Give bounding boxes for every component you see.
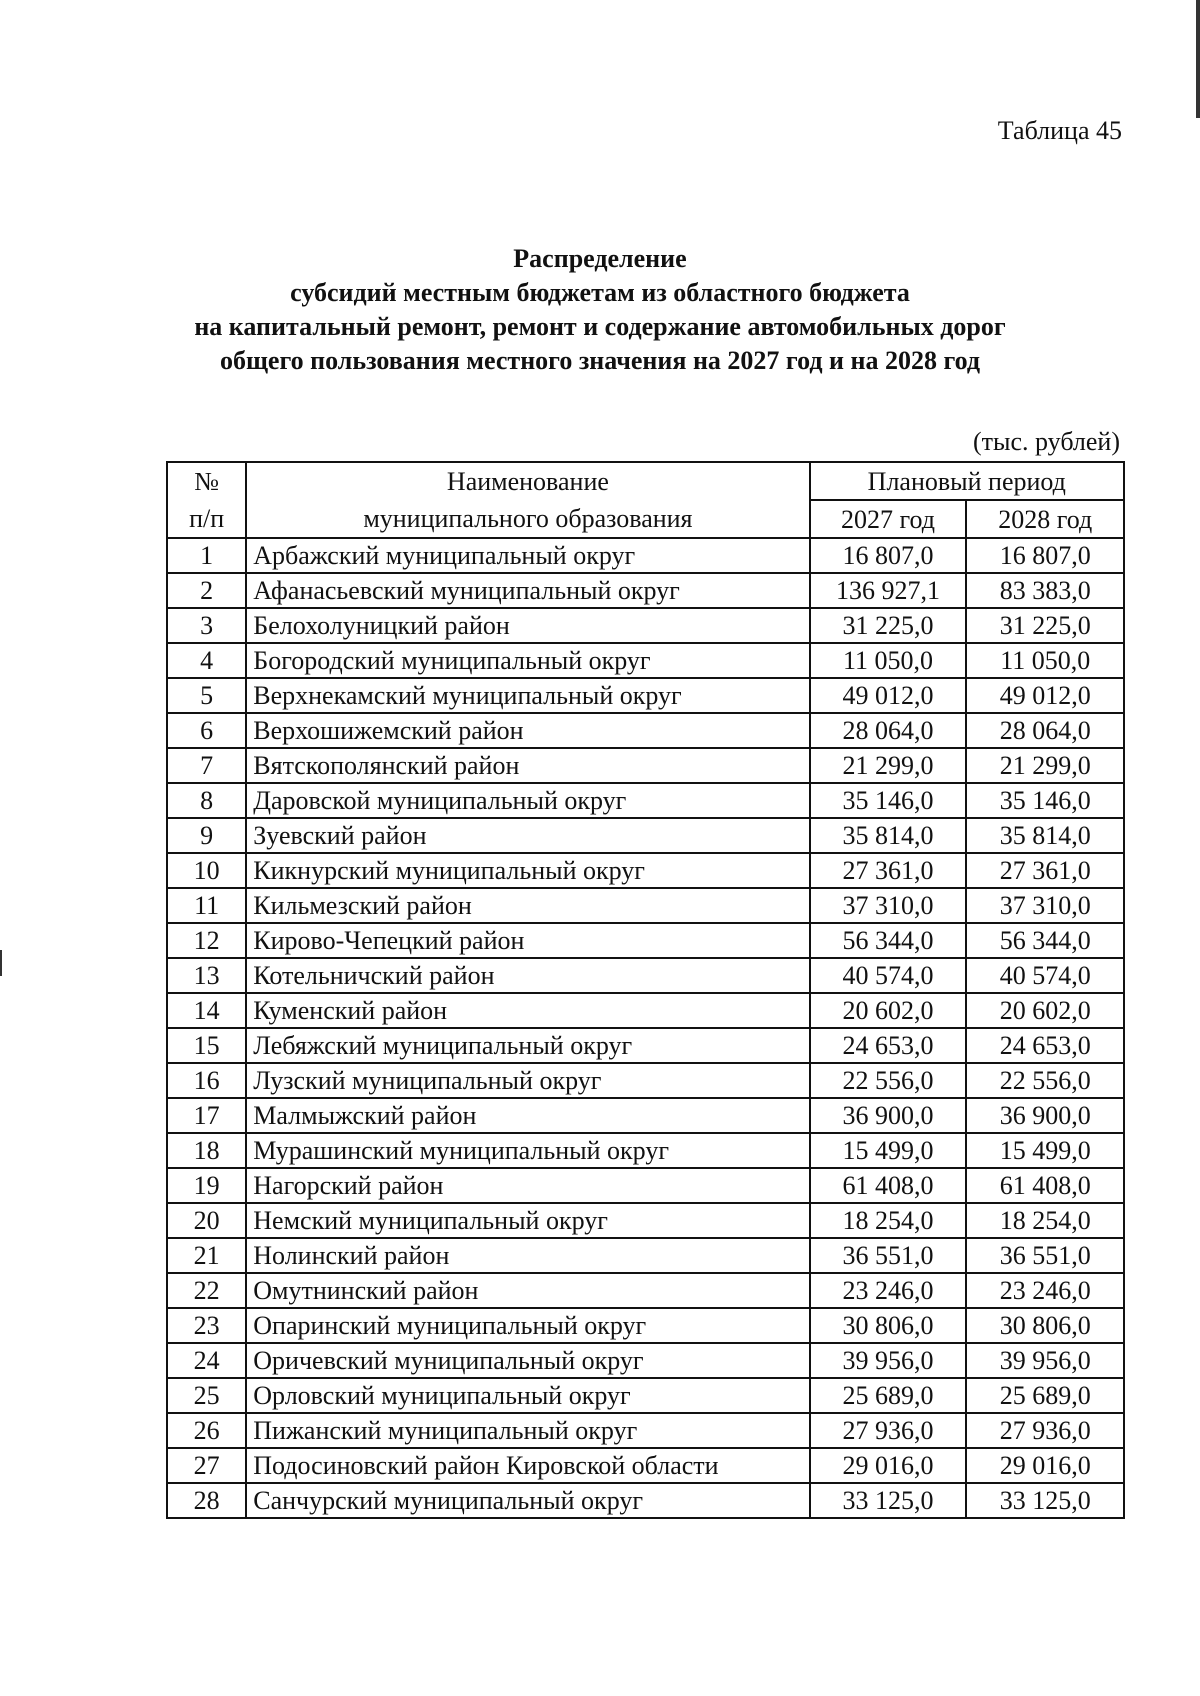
value-2028: 36 900,0 [966, 1098, 1124, 1133]
value-2028: 20 602,0 [966, 993, 1124, 1028]
value-2028: 49 012,0 [966, 678, 1124, 713]
table-row [167, 958, 1124, 993]
municipality-name: Нолинский район [246, 1238, 809, 1273]
header-number-line1: № [194, 467, 220, 496]
municipality-name: Малмыжский район [246, 1098, 809, 1133]
value-2028: 61 408,0 [966, 1168, 1124, 1203]
title-line: Распределение [513, 244, 687, 273]
row-number: 22 [167, 1273, 246, 1308]
row-number: 18 [167, 1133, 246, 1168]
table-row [167, 1098, 1124, 1133]
value-2027: 27 936,0 [810, 1413, 967, 1448]
row-number: 19 [167, 1168, 246, 1203]
value-2027: 40 574,0 [810, 958, 967, 993]
value-2028: 27 936,0 [966, 1413, 1124, 1448]
value-2028: 39 956,0 [966, 1343, 1124, 1378]
document-title [0, 242, 1200, 378]
table-number: Таблица 45 [997, 116, 1122, 145]
scan-left-mark [0, 950, 2, 976]
row-number: 17 [167, 1098, 246, 1133]
row-number: 3 [167, 608, 246, 643]
table-row [167, 1238, 1124, 1273]
value-2027: 35 146,0 [810, 783, 967, 818]
municipality-name: Лузский муниципальный округ [246, 1063, 809, 1098]
row-number: 14 [167, 993, 246, 1028]
value-2028: 36 551,0 [966, 1238, 1124, 1273]
value-2027: 49 012,0 [810, 678, 967, 713]
table-row [167, 713, 1124, 748]
row-number: 8 [167, 783, 246, 818]
value-2028: 56 344,0 [966, 923, 1124, 958]
table-row [167, 538, 1124, 573]
municipality-name: Лебяжский муниципальный округ [246, 1028, 809, 1063]
table-body [167, 538, 1124, 1518]
value-2028: 27 361,0 [966, 853, 1124, 888]
municipality-name: Санчурский муниципальный округ [246, 1483, 809, 1518]
table-row [167, 1343, 1124, 1378]
table-row [167, 1133, 1124, 1168]
value-2028: 16 807,0 [966, 538, 1124, 573]
value-2028: 31 225,0 [966, 608, 1124, 643]
table-row [167, 1028, 1124, 1063]
table-row [167, 1063, 1124, 1098]
row-number: 16 [167, 1063, 246, 1098]
row-number: 9 [167, 818, 246, 853]
header-municipality [246, 462, 809, 538]
municipality-name: Кикнурский муниципальный округ [246, 853, 809, 888]
table-row [167, 923, 1124, 958]
municipality-name: Богородский муниципальный округ [246, 643, 809, 678]
value-2028: 37 310,0 [966, 888, 1124, 923]
municipality-name: Нагорский район [246, 1168, 809, 1203]
municipality-name: Даровской муниципальный округ [246, 783, 809, 818]
row-number: 4 [167, 643, 246, 678]
row-number: 15 [167, 1028, 246, 1063]
table-row [167, 1308, 1124, 1343]
title-line: на капитальный ремонт, ремонт и содержание автомобильных дорог [194, 312, 1006, 341]
table-row [167, 818, 1124, 853]
value-2027: 31 225,0 [810, 608, 967, 643]
value-2027: 22 556,0 [810, 1063, 967, 1098]
row-number: 26 [167, 1413, 246, 1448]
municipality-name: Котельничский район [246, 958, 809, 993]
value-2027: 16 807,0 [810, 538, 967, 573]
value-2027: 35 814,0 [810, 818, 967, 853]
value-2028: 29 016,0 [966, 1448, 1124, 1483]
table-row [167, 1273, 1124, 1308]
header-municipality-line1: Наименование [446, 467, 609, 496]
table-header-row [167, 462, 1124, 500]
table-row [167, 888, 1124, 923]
row-number: 13 [167, 958, 246, 993]
municipality-name: Куменский район [246, 993, 809, 1028]
table-row [167, 1483, 1124, 1518]
municipality-name: Кирово-Чепецкий район [246, 923, 809, 958]
value-2028: 18 254,0 [966, 1203, 1124, 1238]
municipality-name: Кильмезский район [246, 888, 809, 923]
municipality-name: Оричевский муниципальный округ [246, 1343, 809, 1378]
header-year-2028: 2028 год [966, 500, 1124, 538]
value-2028: 30 806,0 [966, 1308, 1124, 1343]
row-number: 28 [167, 1483, 246, 1518]
table-row [167, 643, 1124, 678]
value-2027: 25 689,0 [810, 1378, 967, 1413]
municipality-name: Мурашинский муниципальный округ [246, 1133, 809, 1168]
row-number: 1 [167, 538, 246, 573]
municipality-name: Верхнекамский муниципальный округ [246, 678, 809, 713]
header-municipality-line2: муниципального образования [363, 504, 693, 533]
value-2027: 56 344,0 [810, 923, 967, 958]
title-line: общего пользования местного значения на 2027 год и на 2028 год [219, 346, 981, 375]
value-2027: 28 064,0 [810, 713, 967, 748]
table-row [167, 1413, 1124, 1448]
value-2027: 29 016,0 [810, 1448, 967, 1483]
header-planned-period: Плановый период [810, 462, 1124, 500]
municipality-name: Пижанский муниципальный округ [246, 1413, 809, 1448]
value-2028: 33 125,0 [966, 1483, 1124, 1518]
value-2028: 23 246,0 [966, 1273, 1124, 1308]
header-number-line2: п/п [189, 504, 225, 533]
municipality-name: Афанасьевский муниципальный округ [246, 573, 809, 608]
value-2027: 30 806,0 [810, 1308, 967, 1343]
table-row [167, 1203, 1124, 1238]
row-number: 21 [167, 1238, 246, 1273]
title-line: субсидий местным бюджетам из областного бюджета [290, 278, 910, 307]
value-2027: 136 927,1 [810, 573, 967, 608]
value-2028: 22 556,0 [966, 1063, 1124, 1098]
table-row [167, 1448, 1124, 1483]
value-2028: 35 814,0 [966, 818, 1124, 853]
value-2028: 15 499,0 [966, 1133, 1124, 1168]
value-2027: 61 408,0 [810, 1168, 967, 1203]
scan-edge-mark [1196, 0, 1200, 118]
subsidy-distribution-table [166, 461, 1125, 1519]
table-row [167, 608, 1124, 643]
table-row [167, 993, 1124, 1028]
value-2027: 24 653,0 [810, 1028, 967, 1063]
value-2027: 20 602,0 [810, 993, 967, 1028]
row-number: 20 [167, 1203, 246, 1238]
value-2028: 21 299,0 [966, 748, 1124, 783]
municipality-name: Опаринский муниципальный округ [246, 1308, 809, 1343]
table-row [167, 853, 1124, 888]
value-2027: 11 050,0 [810, 643, 967, 678]
row-number: 24 [167, 1343, 246, 1378]
table-row [167, 783, 1124, 818]
row-number: 12 [167, 923, 246, 958]
row-number: 7 [167, 748, 246, 783]
row-number: 27 [167, 1448, 246, 1483]
row-number: 6 [167, 713, 246, 748]
header-year-2027: 2027 год [810, 500, 967, 538]
municipality-name: Омутнинский район [246, 1273, 809, 1308]
municipality-name: Белохолуницкий район [246, 608, 809, 643]
table-row [167, 1168, 1124, 1203]
municipality-name: Верхошижемский район [246, 713, 809, 748]
row-number: 11 [167, 888, 246, 923]
value-2028: 24 653,0 [966, 1028, 1124, 1063]
value-2028: 40 574,0 [966, 958, 1124, 993]
value-2027: 36 900,0 [810, 1098, 967, 1133]
value-2027: 18 254,0 [810, 1203, 967, 1238]
value-2027: 33 125,0 [810, 1483, 967, 1518]
value-2028: 83 383,0 [966, 573, 1124, 608]
municipality-name: Арбажский муниципальный округ [246, 538, 809, 573]
header-number [167, 462, 246, 538]
row-number: 5 [167, 678, 246, 713]
value-2027: 15 499,0 [810, 1133, 967, 1168]
table-row [167, 748, 1124, 783]
value-2027: 23 246,0 [810, 1273, 967, 1308]
municipality-name: Немский муниципальный округ [246, 1203, 809, 1238]
value-2028: 25 689,0 [966, 1378, 1124, 1413]
row-number: 10 [167, 853, 246, 888]
value-2027: 37 310,0 [810, 888, 967, 923]
unit-note: (тыс. рублей) [972, 427, 1120, 456]
value-2027: 27 361,0 [810, 853, 967, 888]
table-row [167, 573, 1124, 608]
value-2027: 21 299,0 [810, 748, 967, 783]
row-number: 25 [167, 1378, 246, 1413]
value-2028: 28 064,0 [966, 713, 1124, 748]
municipality-name: Зуевский район [246, 818, 809, 853]
value-2028: 35 146,0 [966, 783, 1124, 818]
value-2027: 39 956,0 [810, 1343, 967, 1378]
table-row [167, 678, 1124, 713]
table-row [167, 1378, 1124, 1413]
municipality-name: Вятскополянский район [246, 748, 809, 783]
row-number: 23 [167, 1308, 246, 1343]
municipality-name: Подосиновский район Кировской области [246, 1448, 809, 1483]
value-2027: 36 551,0 [810, 1238, 967, 1273]
value-2028: 11 050,0 [966, 643, 1124, 678]
row-number: 2 [167, 573, 246, 608]
municipality-name: Орловский муниципальный округ [246, 1378, 809, 1413]
